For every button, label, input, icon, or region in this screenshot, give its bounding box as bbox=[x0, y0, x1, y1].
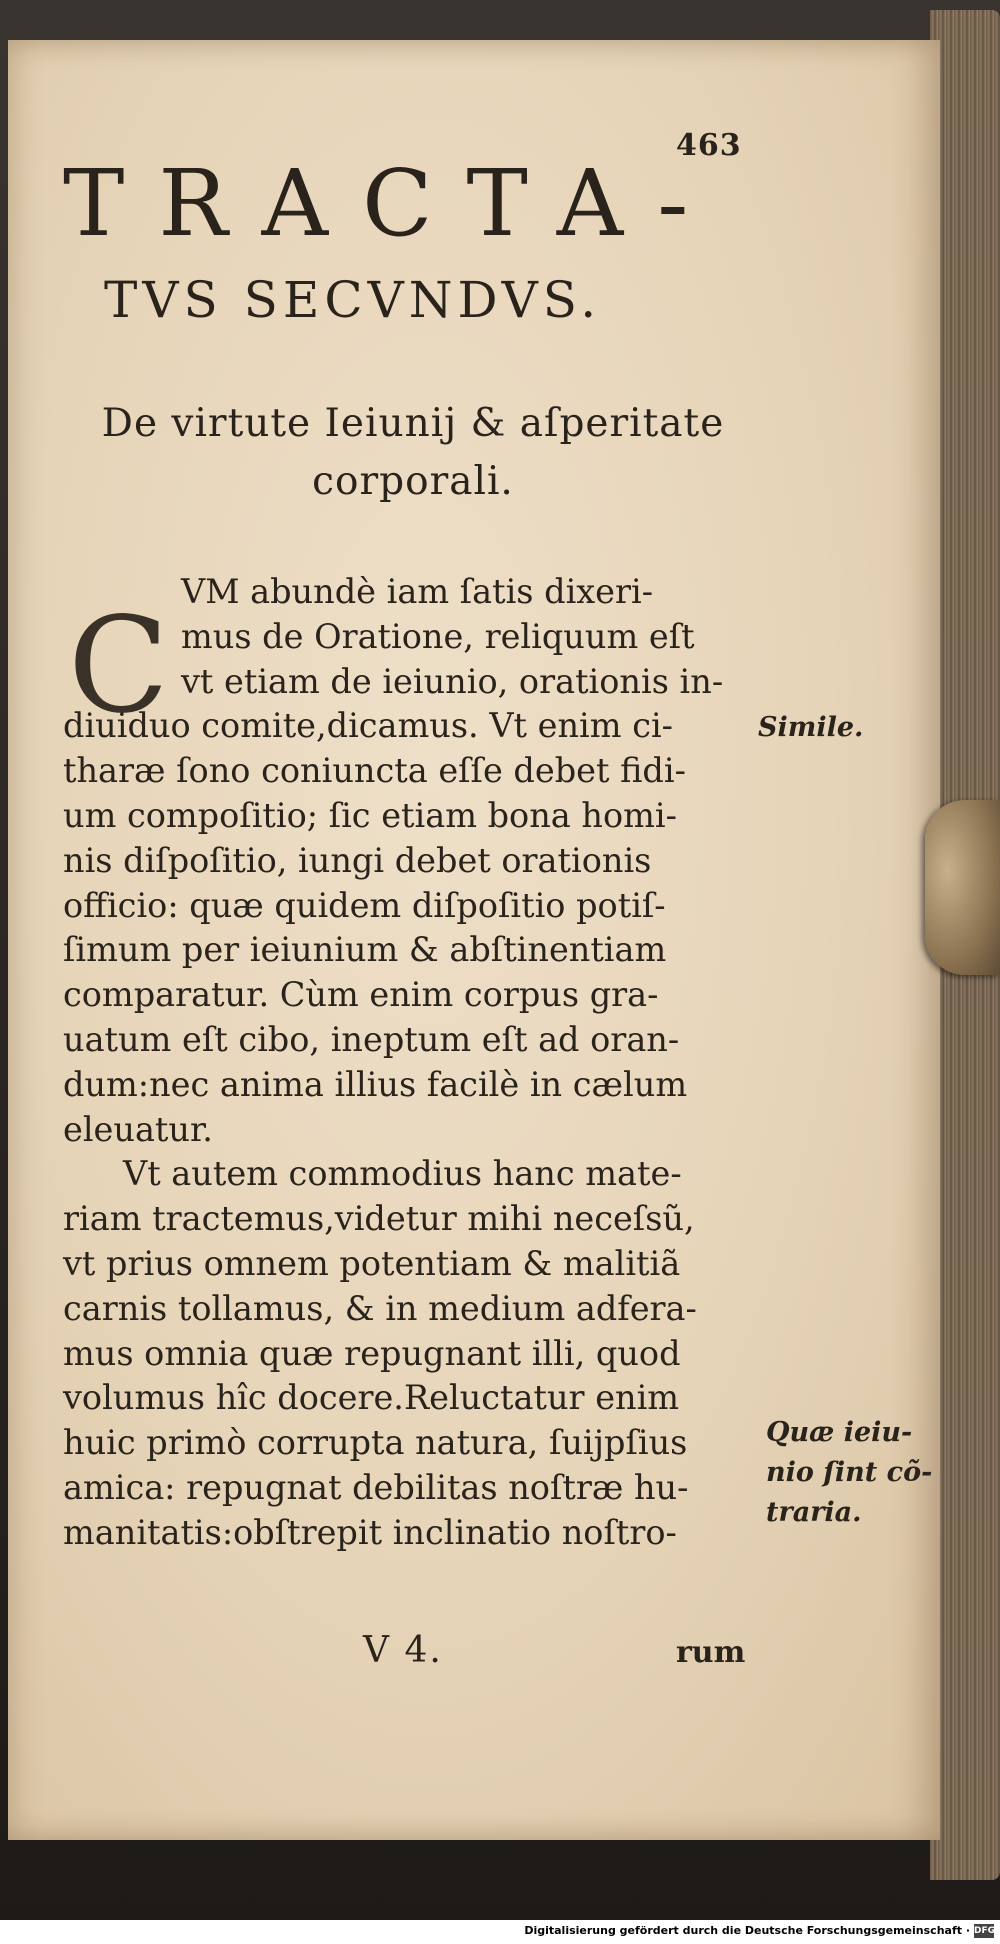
text-line: comparatur. Cùm enim corpus gra- bbox=[63, 975, 659, 1015]
marginal-note-quae bbox=[766, 1413, 932, 1533]
text-line: amica: repugnat debilitas noſtræ hu- bbox=[63, 1467, 689, 1507]
text-line: Vt autem commodius hanc mate- bbox=[123, 1154, 682, 1194]
text-line: nis diſpoſitio, iungi debet orationis bbox=[63, 840, 652, 880]
dfg-logo: DFG bbox=[974, 1926, 996, 1936]
text-line: officio: quæ quidem diſpoſitio potiſ- bbox=[63, 885, 666, 925]
text-line: uatum eſt cibo, ineptum eſt ad oran- bbox=[63, 1019, 680, 1059]
text-line: VM abundè iam ſatis dixeri- bbox=[181, 572, 654, 611]
footer-bar bbox=[0, 1920, 1000, 1944]
marginal-line: traria. bbox=[766, 1497, 862, 1528]
text-line: riam tractemus,videtur mihi neceſsũ, bbox=[63, 1199, 695, 1239]
subtitle bbox=[63, 395, 763, 511]
body-text bbox=[63, 570, 758, 1556]
book-page bbox=[8, 40, 940, 1840]
text-line: um compoſitio; ſic etiam bona homi- bbox=[63, 795, 677, 835]
subtitle-line-2: corporali. bbox=[312, 459, 514, 504]
marginal-line: nio ſint cõ- bbox=[766, 1457, 933, 1488]
text-line: volumus hîc docere.Reluctatur enim bbox=[63, 1378, 680, 1418]
text-line: mus omnia quæ repugnant illi, quod bbox=[63, 1333, 681, 1373]
marginal-line: Quæ ieiu- bbox=[766, 1417, 913, 1448]
catchword: rum bbox=[676, 1635, 746, 1670]
footer-credit: Digitalisierung gefördert durch die Deutsche Forschungsgemeinschaft · bbox=[524, 1924, 970, 1937]
drop-cap: C bbox=[68, 589, 169, 743]
text-line: vt etiam de ieiunio, orationis in- bbox=[181, 661, 724, 701]
text-line: dum:nec anima illius facilè in cælum bbox=[63, 1064, 688, 1104]
text-line: vt prius omnem potentiam & malitiã bbox=[63, 1243, 681, 1283]
book-clasp bbox=[925, 800, 1000, 975]
title-line-1: TRACTA- bbox=[63, 150, 723, 257]
marginal-note-simile: Simile. bbox=[758, 712, 864, 743]
title-line-2: TVS SECVNDVS. bbox=[104, 271, 602, 329]
text-line: huic primò corrupta natura, ſuijpſius bbox=[63, 1423, 688, 1463]
text-line: ſimum per ieiunium & abſtinentiam bbox=[63, 930, 667, 970]
subtitle-line-1: De virtute Ieiunij & aſperitate bbox=[101, 401, 725, 446]
text-line: tharæ ſono coniuncta eſſe debet fidi- bbox=[63, 751, 686, 791]
page-number: 463 bbox=[676, 128, 742, 163]
text-line: manitatis:obſtrepit inclinatio noſtro- bbox=[63, 1512, 677, 1552]
text-line: carnis tollamus, & in medium adfera- bbox=[63, 1288, 697, 1328]
text-line: eleuatur. bbox=[63, 1109, 213, 1149]
signature-mark: V 4. bbox=[363, 1630, 443, 1671]
text-line: mus de Oratione, reliquum eſt bbox=[181, 616, 695, 656]
text-line: diuiduo comite,dicamus. Vt enim ci- bbox=[63, 706, 673, 746]
